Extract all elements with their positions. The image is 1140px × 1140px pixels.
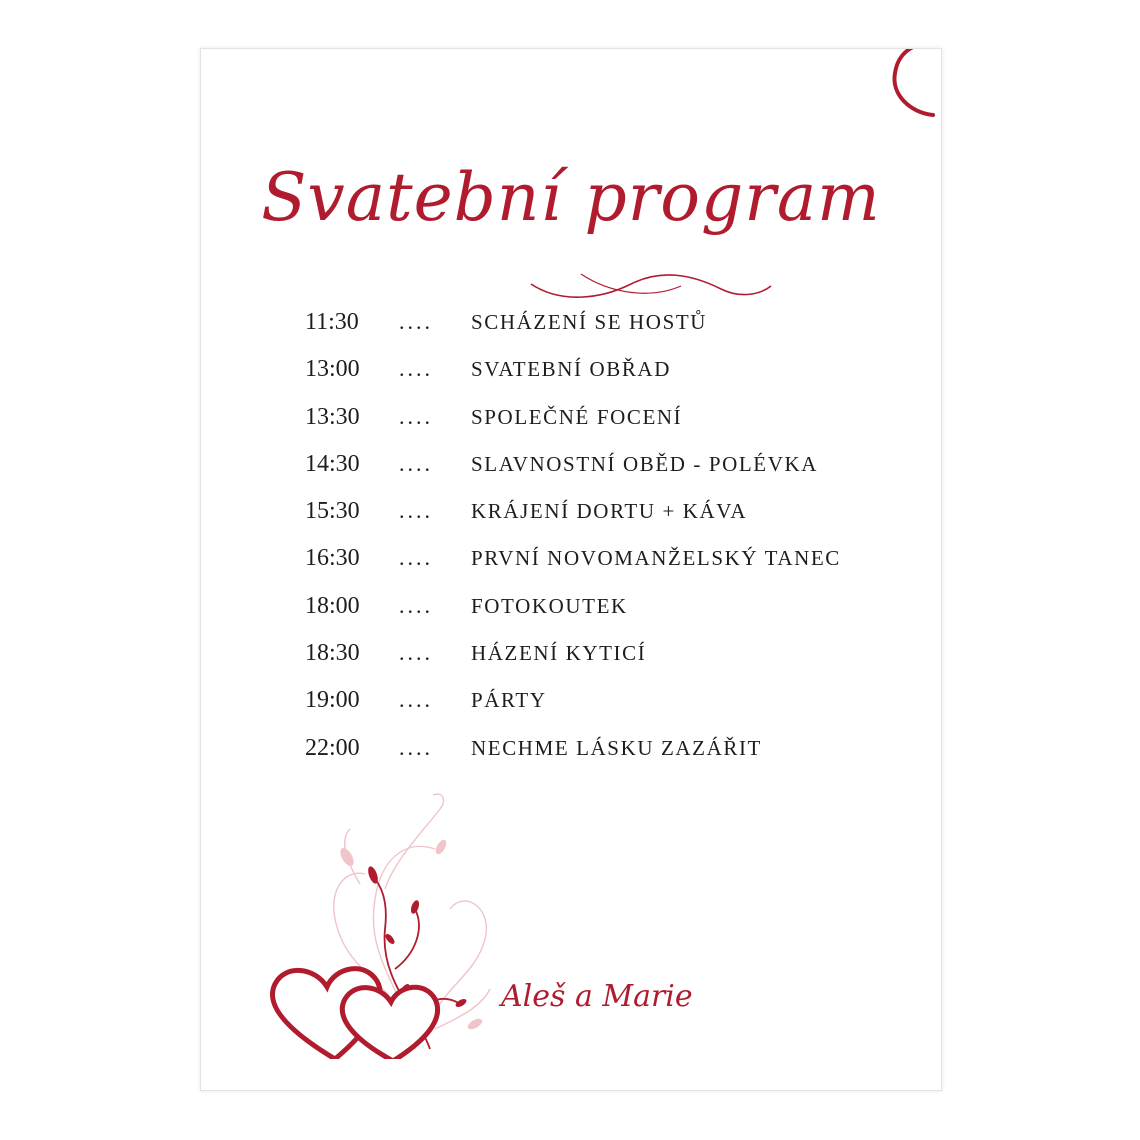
schedule-row bbox=[305, 687, 925, 734]
schedule-row bbox=[305, 356, 925, 403]
schedule-list bbox=[305, 309, 925, 782]
schedule-dots: .... bbox=[399, 687, 433, 713]
schedule-dots: .... bbox=[399, 592, 433, 618]
schedule-event: PÁRTY bbox=[471, 688, 547, 713]
schedule-time: 13:00 bbox=[305, 356, 360, 383]
schedule-event: KRÁJENÍ DORTU + KÁVA bbox=[471, 499, 748, 524]
schedule-event: NECHME LÁSKU ZAZÁŘIT bbox=[471, 735, 762, 760]
page-title: Svatební program bbox=[261, 159, 881, 236]
schedule-dots: .... bbox=[399, 309, 433, 334]
hearts-floral-icon bbox=[265, 789, 505, 1059]
schedule-time: 18:30 bbox=[305, 640, 360, 667]
schedule-event: HÁZENÍ KYTICÍ bbox=[471, 641, 647, 666]
schedule-dots: .... bbox=[399, 450, 433, 476]
schedule-event: SVATEBNÍ OBŘAD bbox=[471, 357, 671, 382]
schedule-event: FOTOKOUTEK bbox=[471, 593, 628, 618]
schedule-dots: .... bbox=[399, 403, 433, 429]
schedule-dots: .... bbox=[399, 356, 433, 382]
schedule-row bbox=[305, 593, 925, 640]
couple-signature: Aleš a Marie bbox=[501, 979, 693, 1014]
schedule-event: SLAVNOSTNÍ OBĚD - POLÉVKA bbox=[471, 451, 819, 476]
schedule-event: SCHÁZENÍ SE HOSTŮ bbox=[471, 310, 708, 334]
schedule-row bbox=[305, 545, 925, 592]
schedule-event: PRVNÍ NOVOMANŽELSKÝ TANEC bbox=[471, 546, 841, 571]
schedule-row bbox=[305, 735, 925, 782]
schedule-dots: .... bbox=[399, 498, 433, 524]
schedule-time: 11:30 bbox=[305, 309, 359, 335]
schedule-time: 14:30 bbox=[305, 450, 360, 477]
schedule-time: 22:00 bbox=[305, 734, 360, 761]
schedule-dots: .... bbox=[399, 734, 433, 760]
swirl-icon bbox=[883, 48, 942, 117]
schedule-time: 19:00 bbox=[305, 687, 360, 714]
schedule-time: 13:30 bbox=[305, 403, 360, 430]
schedule-dots: .... bbox=[399, 640, 433, 666]
schedule-time: 18:00 bbox=[305, 592, 360, 619]
schedule-time: 16:30 bbox=[305, 545, 360, 572]
schedule-row bbox=[305, 498, 925, 545]
schedule-time: 15:30 bbox=[305, 498, 360, 525]
schedule-row bbox=[305, 451, 925, 498]
schedule-row bbox=[305, 309, 925, 356]
schedule-row bbox=[305, 640, 925, 687]
schedule-row bbox=[305, 404, 925, 451]
schedule-dots: .... bbox=[399, 545, 433, 571]
wedding-program-card bbox=[200, 48, 942, 1091]
title-flourish-icon bbox=[521, 244, 781, 314]
schedule-event: SPOLEČNÉ FOCENÍ bbox=[471, 404, 683, 429]
